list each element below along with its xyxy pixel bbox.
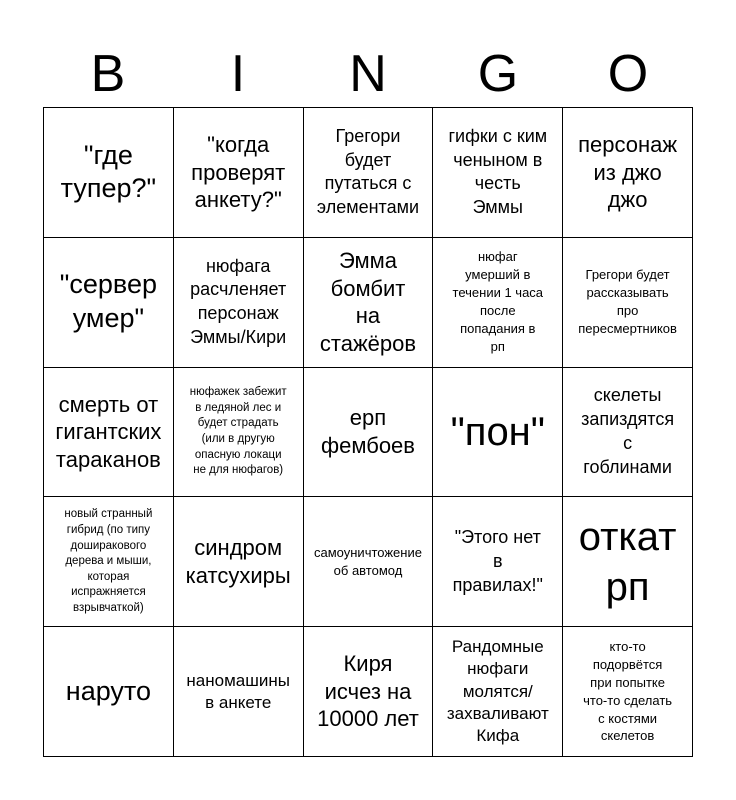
bingo-cell[interactable]: "где тупер?" [44, 108, 174, 238]
bingo-cell[interactable]: Эмма бомбит на стажёров [304, 238, 434, 368]
bingo-cell[interactable]: Рандомные нюфаги молятся/ захваливают Кифа [433, 627, 563, 757]
bingo-cell[interactable]: нюфаг умерший в течении 1 часа после попадания в рп [433, 238, 563, 368]
bingo-cell[interactable]: наруто [44, 627, 174, 757]
header-letter-b: B [90, 45, 126, 103]
bingo-header [43, 40, 693, 108]
bingo-cell[interactable]: новый странный гибрид (по типу доширакового дерева и мыши, которая испражняется взрывчаткой) [44, 497, 174, 627]
bingo-cell[interactable]: смерть от гигантских тараканов [44, 368, 174, 498]
bingo-cell[interactable]: самоуничтожение об автомод [304, 497, 434, 627]
bingo-cell[interactable]: "Этого нет в правилах!" [433, 497, 563, 627]
bingo-cell[interactable]: Киря исчез на 10000 лет [304, 627, 434, 757]
header-letter-i: I [230, 45, 246, 103]
bingo-cell[interactable]: Грегори будет рассказывать про пересмертников [563, 238, 693, 368]
header-letter-o: O [607, 45, 649, 103]
bingo-cell[interactable]: ерп фембоев [304, 368, 434, 498]
bingo-cell[interactable]: наномашины в анкете [174, 627, 304, 757]
bingo-cell[interactable]: нюфага расчленяет персонаж Эммы/Кири [174, 238, 304, 368]
bingo-cell[interactable]: гифки с ким ченыном в честь Эммы [433, 108, 563, 238]
bingo-cell[interactable]: откат рп [563, 497, 693, 627]
bingo-cell[interactable]: нюфажек забежит в ледяной лес и будет страдать (или в другую опасную локаци не для нюфагов) [174, 368, 304, 498]
header-letter-n: N [349, 45, 387, 103]
bingo-cell[interactable]: "пон" [433, 368, 563, 498]
bingo-cell[interactable]: "сервер умер" [44, 238, 174, 368]
bingo-cell[interactable]: кто-то подорвётся при попытке что-то сделать с костями скелетов [563, 627, 693, 757]
bingo-cell[interactable]: скелеты запиздятся с гоблинами [563, 368, 693, 498]
bingo-cell[interactable]: "когда проверят анкету?" [174, 108, 304, 238]
bingo-grid [43, 107, 693, 757]
bingo-cell[interactable]: синдром катсухиры [174, 497, 304, 627]
bingo-cell[interactable]: персонаж из джо джо [563, 108, 693, 238]
bingo-cell[interactable]: Грегори будет путаться с элементами [304, 108, 434, 238]
header-letter-g: G [477, 45, 519, 103]
